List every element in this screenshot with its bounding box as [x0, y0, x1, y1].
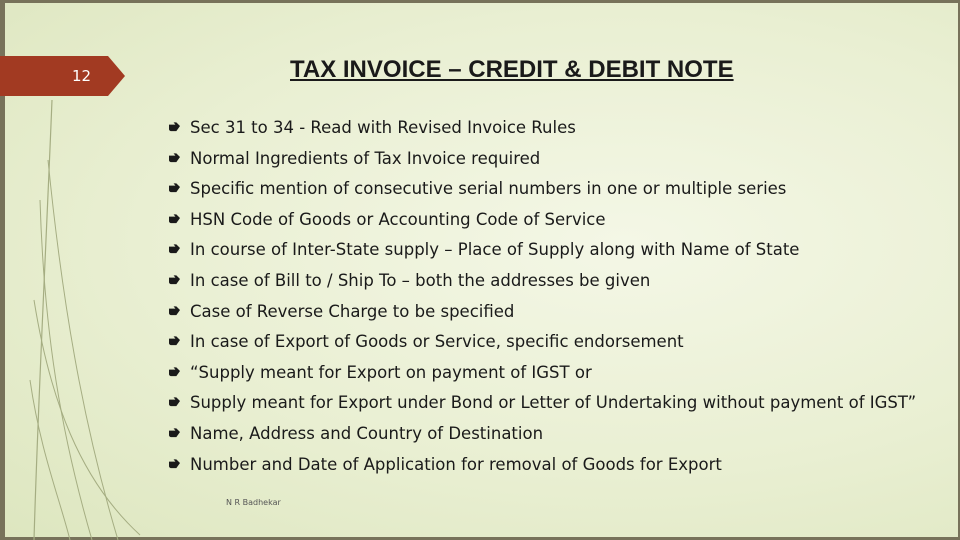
hand-pointing-right-icon	[168, 366, 181, 377]
bullet-item	[168, 179, 938, 198]
hand-pointing-right-icon	[168, 213, 181, 224]
bullet-item	[168, 393, 938, 412]
footer-author: N R Badhekar	[226, 498, 281, 507]
bullet-text: Sec 31 to 34 - Read with Revised Invoice Rules	[190, 118, 576, 137]
bullet-item	[168, 240, 938, 259]
hand-pointing-right-icon	[168, 305, 181, 316]
hand-pointing-right-icon	[168, 427, 181, 438]
bullet-item	[168, 455, 938, 474]
hand-pointing-right-icon	[168, 396, 181, 407]
bullet-text: Supply meant for Export under Bond or Letter of Undertaking without payment of IGST”	[190, 393, 917, 413]
hand-pointing-right-icon	[168, 458, 181, 469]
bullet-text: In course of Inter-State supply – Place of Supply along with Name of State	[190, 240, 800, 260]
hand-pointing-right-icon	[168, 182, 181, 193]
bullet-item	[168, 424, 938, 443]
hand-pointing-right-icon	[168, 121, 181, 132]
bullet-item	[168, 302, 938, 321]
bullet-text: Case of Reverse Charge to be specified	[190, 301, 515, 321]
slide-title: TAX INVOICE – CREDIT & DEBIT NOTE	[290, 56, 734, 83]
page-number-tab	[0, 56, 125, 96]
bullet-text: “Supply meant for Export on payment of IGST or	[190, 362, 592, 382]
bullet-item	[168, 363, 938, 382]
bullet-text: Name, Address and Country of Destination	[190, 423, 544, 443]
bullet-text: HSN Code of Goods or Accounting Code of Service	[190, 209, 606, 229]
bullet-item	[168, 149, 938, 168]
bullet-list	[168, 118, 938, 485]
hand-pointing-right-icon	[168, 152, 181, 163]
bullet-item	[168, 210, 938, 229]
bullet-item	[168, 271, 938, 290]
bullet-text: In case of Export of Goods or Service, specific endorsement	[190, 332, 684, 352]
bullet-text: In case of Bill to / Ship To – both the addresses be given	[190, 270, 651, 290]
bullet-item	[168, 118, 938, 137]
hand-pointing-right-icon	[168, 243, 181, 254]
bullet-item	[168, 332, 938, 351]
bullet-text: Specific mention of consecutive serial numbers in one or multiple series	[190, 179, 787, 199]
hand-pointing-right-icon	[168, 335, 181, 346]
page-number: 12	[72, 67, 92, 85]
hand-pointing-right-icon	[168, 274, 181, 285]
bullet-text: Number and Date of Application for removal of Goods for Export	[190, 454, 722, 474]
bullet-text: Normal Ingredients of Tax Invoice required	[190, 148, 541, 168]
